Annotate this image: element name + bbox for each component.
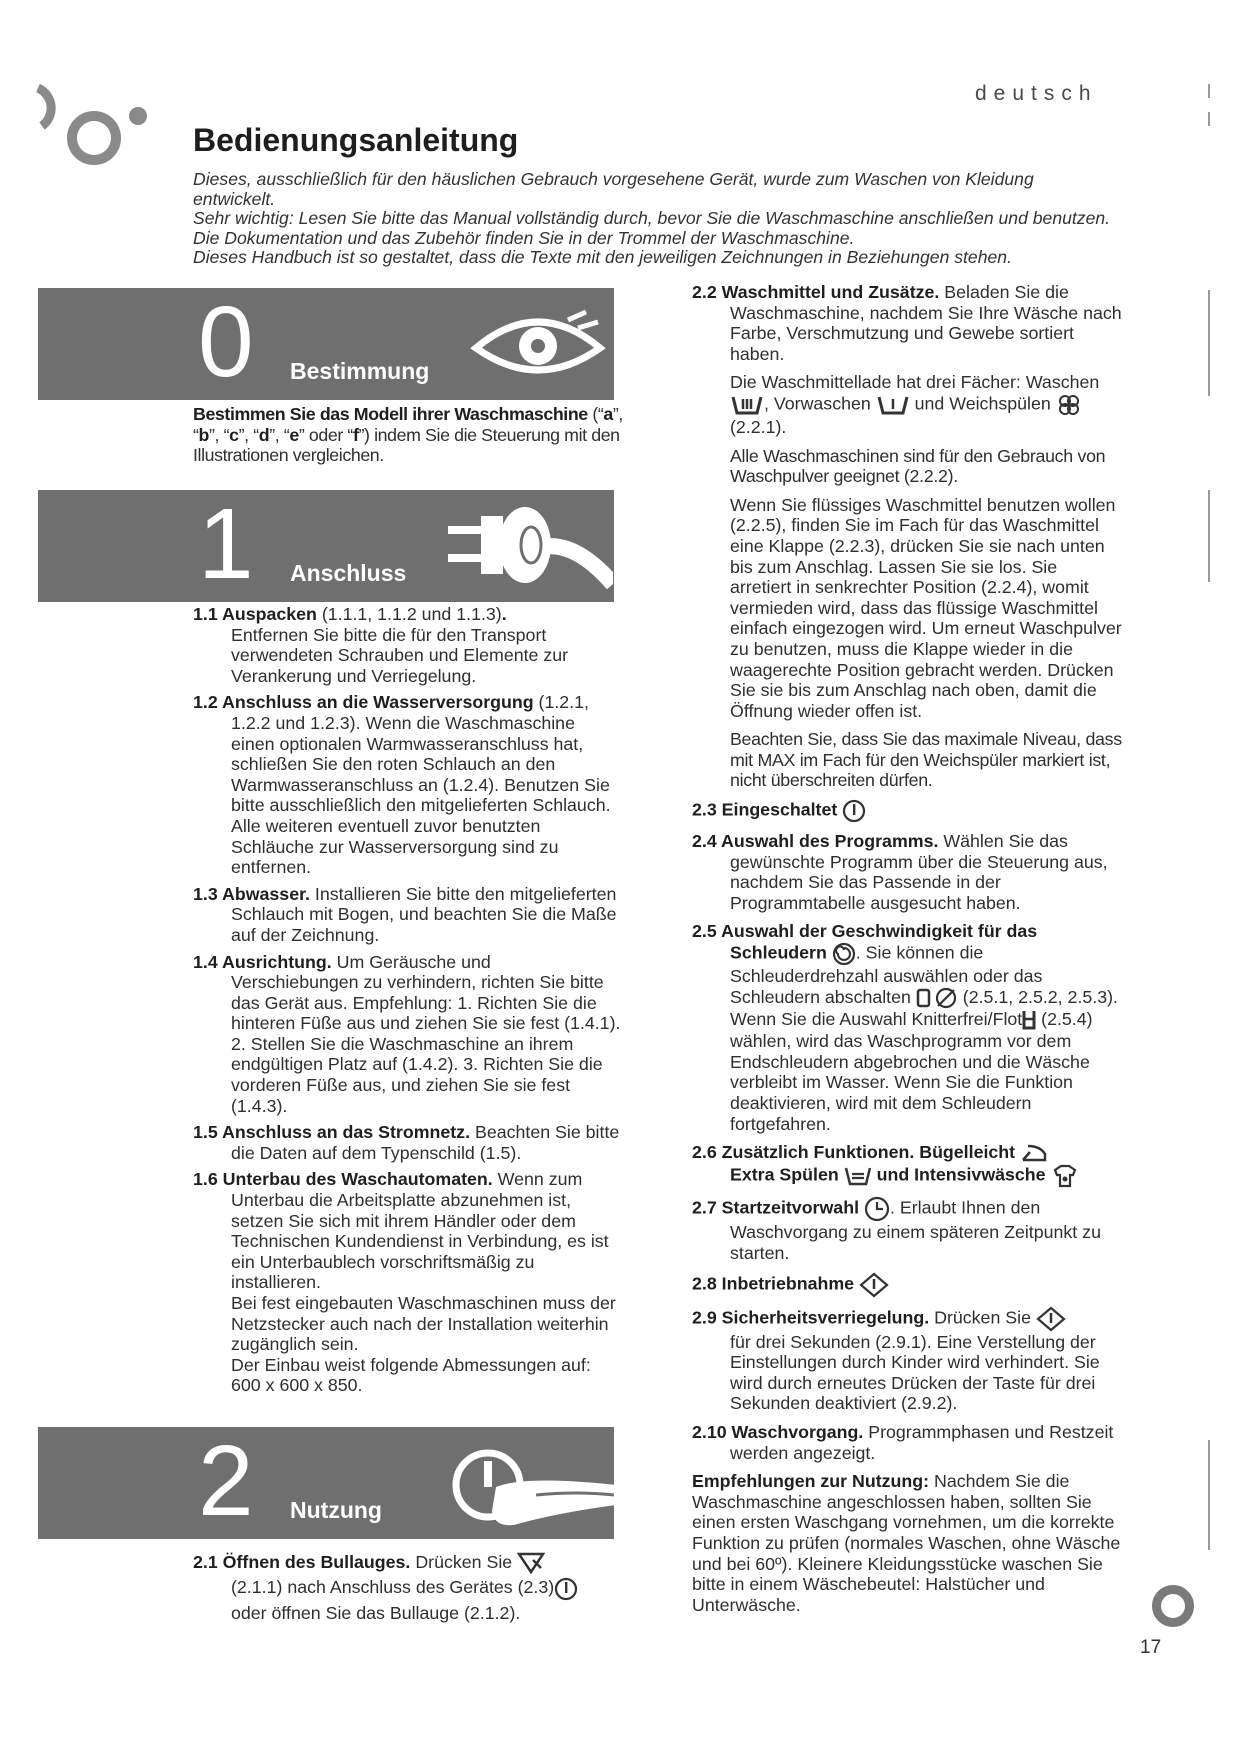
paragraph-2-9: 2.9 Sicherheitsverriegelung. Drücken Sie für drei Sekunden (2.9.1). Eine Verstellung der Einstellungen durch Kinder wird verhindert. Sie wird durch erneutes Drücken der Taste für drei Sekunden deaktiviert (2.9.2). [692,1307,1100,1414]
page-title: Bedienungsanleitung [193,122,519,158]
paragraph-2-4: 2.4 Auswahl des Programms. Wählen Sie das gewünschte Programm über die Steuerung aus, nachdem Sie das Passende in der Programmtabelle ausgesucht haben. [692,831,1108,913]
section-label: Nutzung [290,1497,382,1523]
section-number: 0 [198,288,254,398]
recommendations: Empfehlungen zur Nutzung: Nachdem Sie die Waschmaschine angeschlossen haben, sollten Sie einen ersten Waschgang vornehmen, um die korrekte Funktion zu prüfen (normales Waschen, ohne Wäsche und bei 60º). Kleinere Kleidungsstücke waschen Sie bitte in einem Wäschebeutel: Halstücher und Unterwäsche. [692,1471,1121,1615]
rinse-hold-icon [1022,1009,1036,1031]
spin-off-icon [916,987,958,1009]
plug-icon [443,498,613,598]
model-text: (“a”, “b”, “c”, “d”, “e” oder “f”) indem Sie die Steuerung mit den Illustrationen vergleichen. [193,404,623,466]
right-column [692,282,1122,1615]
language-label: deutsch [975,82,1098,105]
brand-logo [28,78,158,188]
pre-wash-icon [876,395,910,415]
section-2-text [193,1550,633,1632]
paragraph-1-6-dimensions: Der Einbau weist folgende Abmessungen auf: 600 x 600 x 850. [231,1354,591,1396]
paragraph-2-6: 2.6 Zusätzlich Funktionen. Bügelleicht Extra Spülen und Intensivwäsche [692,1142,1122,1188]
finger-press-icon [436,1435,614,1539]
eye-icon [468,306,608,386]
paragraph-1-5: 1.5 Anschluss an das Stromnetz. Beachten Sie bitte die Daten auf dem Typenschild (1.5). [193,1122,620,1163]
edge-marker [1208,290,1210,396]
page-number: 17 [1140,1637,1162,1658]
section-label: Bestimmung [290,358,430,384]
paragraph-1-6: 1.6 Unterbau des Waschautomaten. Wenn zum Unterbau die Arbeitsplatte abzunehmen ist, setzen Sie sich mit ihrem Händler oder dem Technischen Kundendienst in Verbindung, es ist ein Unterbaublech vorschriftsmäßig zu installieren. [193,1169,609,1293]
section-band-0 [38,288,614,400]
paragraph-1-6-extra: Bei fest eingebauten Waschmaschinen muss der Netzstecker auch nach der Installation weiterhin zugänglich sein. [231,1293,616,1355]
door-open-icon [517,1551,545,1575]
power-icon [554,1577,578,1601]
model-heading: Bestimmen Sie das Modell ihrer Waschmaschine [193,404,588,424]
edge-marker [1208,84,1210,98]
paragraph-2-5: 2.5 Auswahl der Geschwindigkeit für das Schleudern . Sie können die Schleuderdrehzahl auswählen oder das Schleudern abschalten (2.5.1, 2.5.2, 2.5.3). Wenn Sie die Auswahl Knitterfrei/Flot (2.5.4) wählen, wird das Waschprogramm vor dem Endschleudern abgebrochen und die Wäsche verbleibt im Wasser. Wenn Sie die Funktion deaktivieren, wird mit dem Schleudern fortgefahren. [692,921,1118,1134]
section-number: 2 [198,1427,254,1537]
easy-iron-icon [1020,1142,1048,1164]
section-label: Anschluss [290,560,407,586]
intro-paragraph: Dieses Handbuch ist so gestaltet, dass die Texte mit den jeweiligen Zeichnungen in Beziehungen stehen. [193,247,1012,267]
paragraph-2-2-liquid: Wenn Sie flüssiges Waschmittel benutzen wollen (2.2.5), finden Sie im Fach für das Waschmittel eine Klappe (2.2.3), drücken Sie sie nach unten bis zum Anschlag. Lassen Sie sie los. Sie arretiert in senkrechter Position (2.2.4), womit vermieden wird, dass das flüssige Waschmittel einfach eingezogen wird. Um erneut Waschpulver zu benutzen, muss die Klappe wieder in die waagerechte Position gebracht werden. Drücken Sie sie bis zum Anschlag nach oben, damit die Öffnung wieder offen ist. [730,494,1122,721]
intro-paragraph: Dieses, ausschließlich für den häuslichen Gebrauch vorgesehene Gerät, wurde zum Waschen von Kleidung entwickelt. [193,169,1034,209]
spin-icon [832,942,856,966]
paragraph-2-10: 2.10 Waschvorgang. Programmphasen und Restzeit werden angezeigt. [692,1422,1114,1463]
main-wash-icon [730,395,764,415]
section-number: 1 [198,490,254,600]
paragraph-1-1: 1.1 Auspacken (1.1.1, 1.1.2 und 1.1.3). Entfernen Sie bitte die für den Transport verwendeten Schrauben und Elemente zur Verankerung und Verriegelung. [193,604,569,686]
softener-icon [1056,393,1082,417]
section-band-2 [38,1427,614,1539]
paragraph-2-3: 2.3 Eingeschaltet [692,799,1122,823]
corner-ring-icon [1152,1585,1194,1627]
intro-paragraph: Sehr wichtig: Lesen Sie bitte das Manual vollständig durch, bevor Sie die Waschmaschine anschließen und benutzen. Die Dokumentation und das Zubehör finden Sie in der Trommel der Waschmaschine. [193,208,1111,248]
paragraph-1-2: 1.2 Anschluss an die Wasserversorgung (1.2.1, 1.2.2 und 1.2.3). Wenn die Waschmaschine einen optionalen Warmwasseranschluss hat, schließen Sie den roten Schlauch an den Warmwasseranschluss an (1.2.4). Benutzen Sie bitte ausschließlich den mitgelieferten Schlauch. Alle weiteren eventuell zuvor benutzten Schläuche zur Wasserversorgung sind zu entfernen. [193,692,611,878]
paragraph-1-3: 1.3 Abwasser. Installieren Sie bitte den mitgelieferten Schlauch mit Bogen, und beachten Sie die Maße auf der Zeichnung. [193,883,617,945]
section-band-1 [38,490,614,602]
paragraph-2-2: 2.2 Waschmittel und Zusätze. Beladen Sie die Waschmaschine, nachdem Sie Ihre Wäsche nach Farbe, Verschmutzung und Gewebe sortiert haben. [692,282,1122,364]
section-0-text [193,404,623,466]
paragraph-2-2-max: Beachten Sie, dass Sie das maximale Niveau, dass mit MAX im Fach für den Weichspüler markiert ist, nicht überschreiten dürfen. [730,729,1122,791]
start-icon [1036,1306,1066,1332]
edge-marker [1208,112,1210,126]
edge-marker [1208,1440,1210,1550]
intro-text [193,170,1118,268]
intensive-wash-icon [1051,1164,1079,1188]
paragraph-1-4: 1.4 Ausrichtung. Um Geräusche und Verschiebungen zu verhindern, richten Sie bitte das Gerät aus. Empfehlung: 1. Richten Sie die hinteren Füße aus und ziehen Sie sie fest (1.4.1). 2. Stellen Sie die Waschmaschine an ihrem endgültigen Platz auf (1.4.2). 3. Richten Sie die vorderen Füße aus, und ziehen Sie sie fest (1.4.3). [193,951,621,1116]
edge-marker [1208,490,1210,582]
start-icon [859,1272,889,1298]
paragraph-2-1: 2.1 Öffnen des Bullauges. Drücken Sie (2.1.1) nach Anschluss des Gerätes (2.3) oder öffnen Sie das Bullauge (2.1.2). [193,1550,633,1626]
paragraph-2-2-compartments: Die Waschmittellade hat drei Fächer: Waschen , Vorwaschen und Weichspülen (2.2.1). [730,372,1100,437]
section-1-text [193,604,623,1396]
paragraph-2-8: 2.8 Inbetriebnahme [692,1272,1122,1298]
clock-icon [864,1196,890,1222]
power-icon [842,799,866,823]
paragraph-2-7: 2.7 Startzeitvorwahl . Erlaubt Ihnen den Waschvorgang zu einem späteren Zeitpunkt zu starten. [692,1198,1101,1264]
extra-rinse-icon [844,1165,872,1187]
paragraph-2-2-powder: Alle Waschmaschinen sind für den Gebrauch von Waschpulver geeignet (2.2.2). [730,445,1106,487]
